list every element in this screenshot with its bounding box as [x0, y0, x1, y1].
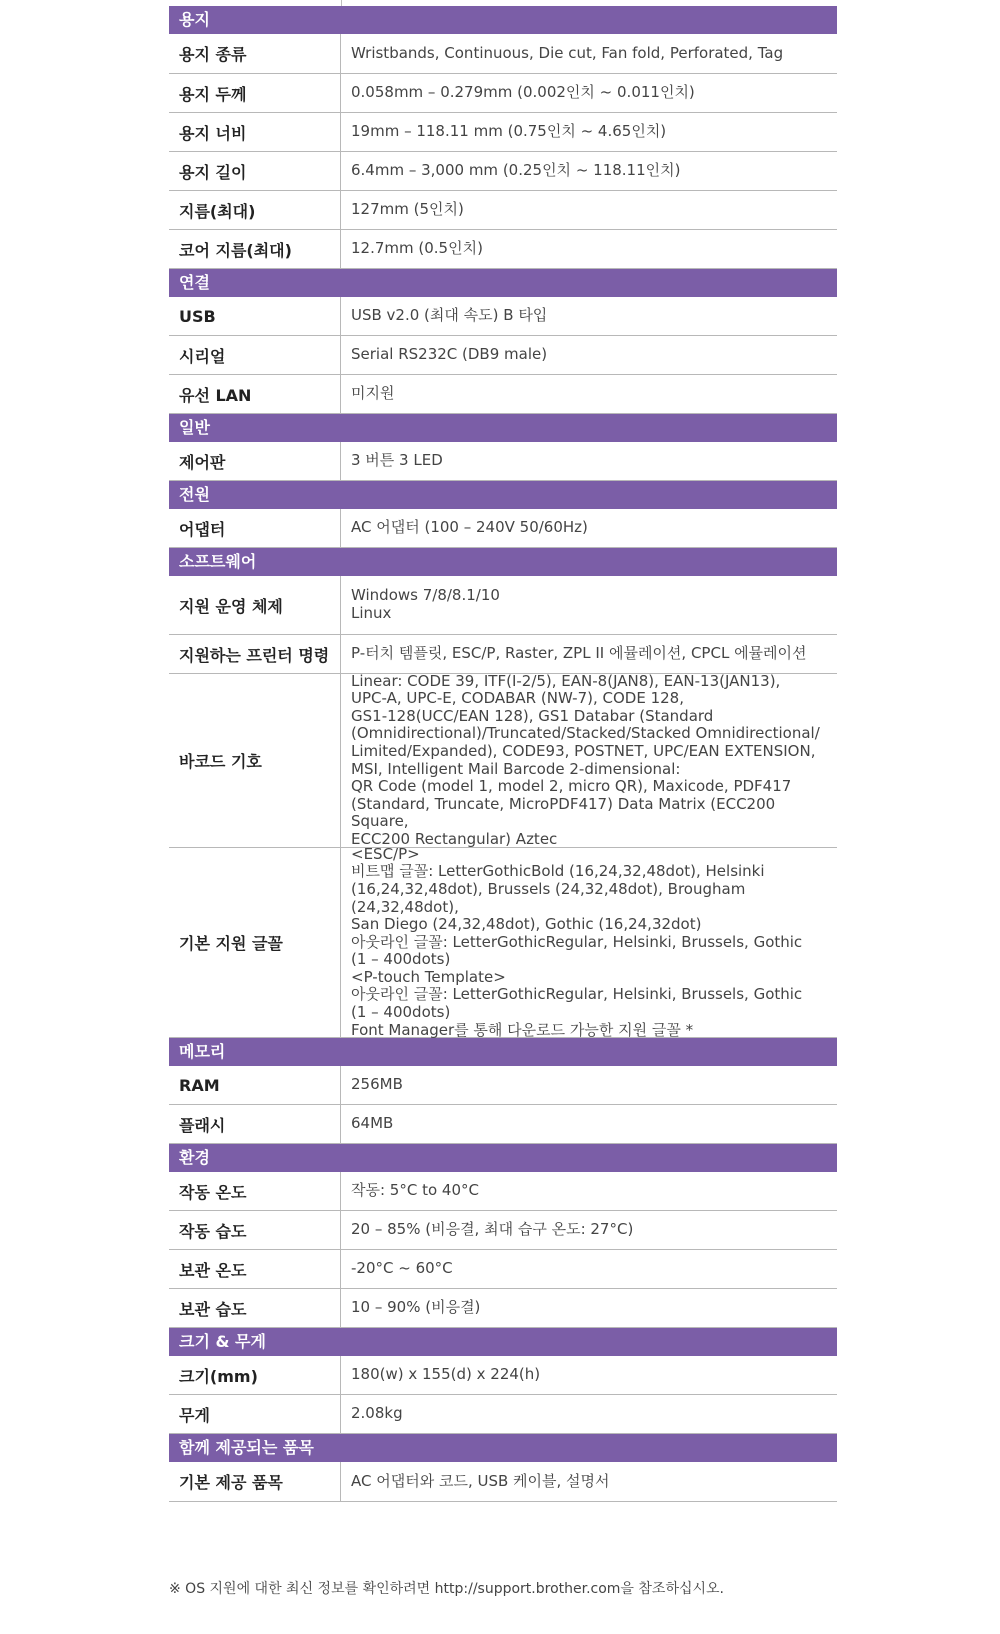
row-label: 기본 지원 글꼴: [169, 848, 341, 1037]
table-row: [169, 1395, 837, 1434]
row-label: 바코드 기호: [169, 674, 341, 847]
row-value-text: 2.08kg: [351, 1404, 403, 1423]
section-header: 연결: [169, 269, 837, 297]
row-value: [341, 1172, 837, 1210]
row-label: 지원 운영 체제: [169, 576, 341, 634]
row-label: 코어 지름(최대): [169, 230, 341, 268]
row-label: 보관 습도: [169, 1289, 341, 1327]
row-label: 용지 두께: [169, 74, 341, 112]
section-header: 함께 제공되는 품목: [169, 1434, 837, 1462]
row-label: 기본 제공 품목: [169, 1462, 341, 1501]
table-row: [169, 1289, 837, 1328]
section-header: 메모리: [169, 1038, 837, 1066]
row-value-text: Windows 7/8/8.1/10 Linux: [351, 586, 500, 622]
row-value: [341, 1105, 837, 1143]
table-row: [169, 74, 837, 113]
row-value-text: 작동: 5°C to 40°C: [351, 1181, 479, 1200]
row-value-text: <ESC/P> 비트맵 글꼴: LetterGothicBold (16,24,32,48dot), Helsinki (16,24,32,48dot), Brussels (24,32,48dot), Brougham (24,32,48dot), San Diego (24,32,48dot), Gothic (16,24,32dot) 아웃라인 글꼴: LetterGothicRegular, Helsinki, Brussels, Gothic (1 – 400dots) <P-touch Template> 아웃라인 글꼴: LetterGothicRegular, Helsinki, Brussels, Gothic (1 – 400dots) Font Manager를 통해 다운로드 가능한 지원 글꼴 *: [351, 844, 803, 1039]
section-header: 환경: [169, 1144, 837, 1172]
table-row: [169, 635, 837, 674]
row-value: [341, 375, 837, 413]
row-value-text: 3 버튼 3 LED: [351, 451, 443, 470]
table-row: [169, 1105, 837, 1144]
row-value-text: 127mm (5인치): [351, 200, 464, 219]
table-row: [169, 375, 837, 414]
row-value: [341, 297, 837, 335]
table-row: [169, 1356, 837, 1395]
row-value-text: USB v2.0 (최대 속도) B 타입: [351, 306, 548, 325]
table-row: [169, 442, 837, 481]
row-value-text: Linear: CODE 39, ITF(I-2/5), EAN-8(JAN8), EAN-13(JAN13), UPC-A, UPC-E, CODABAR (NW-7), CODE 128, GS1-128(UCC/EAN 128), GS1 Databar (Standard (Omnidirectional)/Truncated/Stacked/Stacked Omnidirectional/ Limited/Expanded), CODE93, POSTNET, UPC/EAN EXTENSION, MSI, Intelligent Mail Barcode 2-dimensional: QR Code (model 1, model 2, micro QR), Maxicode, PDF417 (Standard, Truncate, MicroPDF417) Data Matrix (ECC200 Square, ECC200 Rectangular) Aztec: [351, 671, 820, 848]
row-value: [341, 1250, 837, 1288]
table-row: [169, 1250, 837, 1289]
row-value: [341, 844, 837, 1039]
row-label: 용지 너비: [169, 113, 341, 151]
row-value: [341, 1356, 837, 1394]
table-row: [169, 1172, 837, 1211]
row-value: [341, 576, 837, 634]
table-row: [169, 230, 837, 269]
table-row: [169, 113, 837, 152]
row-value-text: 10 – 90% (비응결): [351, 1298, 481, 1317]
row-label: 용지 종류: [169, 34, 341, 73]
row-value: [341, 152, 837, 190]
section-header: 용지: [169, 6, 837, 34]
row-value-text: 0.058mm – 0.279mm (0.002인치 ~ 0.011인치): [351, 83, 695, 102]
row-value-text: 6.4mm – 3,000 mm (0.25인치 ~ 118.11인치): [351, 161, 681, 180]
row-label: 플래시: [169, 1105, 341, 1143]
row-label: 지원하는 프린터 명령: [169, 635, 341, 673]
table-row: [169, 1066, 837, 1105]
row-label: 시리얼: [169, 336, 341, 374]
row-value-text: 256MB: [351, 1075, 403, 1094]
row-value: [341, 1395, 837, 1433]
row-value-text: 20 – 85% (비응결, 최대 습구 온도: 27°C): [351, 1220, 634, 1239]
section-header: 일반: [169, 414, 837, 442]
row-value: [341, 230, 837, 268]
row-value: [341, 34, 837, 73]
table-row: [169, 1462, 837, 1502]
row-label: 용지 길이: [169, 152, 341, 190]
row-value-text: Serial RS232C (DB9 male): [351, 345, 548, 364]
row-value: [341, 336, 837, 374]
row-label: RAM: [169, 1066, 341, 1104]
row-value-text: 64MB: [351, 1114, 394, 1133]
row-value-text: AC 어댑터와 코드, USB 케이블, 설명서: [351, 1471, 610, 1490]
section-header: 전원: [169, 481, 837, 509]
row-label: 크기(mm): [169, 1356, 341, 1394]
row-label: 작동 온도: [169, 1172, 341, 1210]
table-row: [169, 297, 837, 336]
spec-table: [169, 0, 837, 1502]
row-label: 무게: [169, 1395, 341, 1433]
table-row: [169, 1211, 837, 1250]
table-row: [169, 671, 837, 848]
row-label: 유선 LAN: [169, 375, 341, 413]
row-value: [341, 509, 837, 547]
table-row: [169, 34, 837, 74]
section-header: 소프트웨어: [169, 548, 837, 576]
row-value-text: -20°C ~ 60°C: [351, 1259, 453, 1278]
section-header: 크기 & 무게: [169, 1328, 837, 1356]
row-value: [341, 442, 837, 480]
row-value: [341, 671, 837, 848]
row-value-text: P-터치 템플릿, ESC/P, Raster, ZPL II 에뮬레이션, CPCL 에뮬레이션: [351, 644, 807, 663]
row-value: [341, 1462, 837, 1501]
row-value: [341, 191, 837, 229]
table-row: [169, 509, 837, 548]
row-value-text: 미지원: [351, 384, 395, 403]
row-label: 작동 습도: [169, 1211, 341, 1249]
table-row: [169, 576, 837, 635]
row-label: 제어판: [169, 442, 341, 480]
row-value: [341, 113, 837, 151]
table-row: [169, 191, 837, 230]
row-label: 지름(최대): [169, 191, 341, 229]
footnote: ※ OS 지원에 대한 최신 정보를 확인하려면 http://support.brother.com을 참조하십시오.: [169, 1581, 725, 1597]
row-value: [341, 1211, 837, 1249]
table-row: [169, 152, 837, 191]
row-label: 보관 온도: [169, 1250, 341, 1288]
row-value: [341, 1066, 837, 1104]
table-row: [169, 336, 837, 375]
row-value: [341, 635, 837, 673]
row-value-text: Wristbands, Continuous, Die cut, Fan fold, Perforated, Tag: [351, 43, 784, 62]
row-value-text: 180(w) x 155(d) x 224(h): [351, 1365, 541, 1384]
row-value-text: AC 어댑터 (100 – 240V 50/60Hz): [351, 518, 588, 537]
table-row: [169, 844, 837, 1039]
row-value: [341, 1289, 837, 1327]
row-value-text: 12.7mm (0.5인치): [351, 239, 483, 258]
row-value: [341, 74, 837, 112]
row-label: USB: [169, 297, 341, 335]
row-label: 어댑터: [169, 509, 341, 547]
row-value-text: 19mm – 118.11 mm (0.75인치 ~ 4.65인치): [351, 122, 667, 141]
table-top-edge: [169, 0, 837, 6]
